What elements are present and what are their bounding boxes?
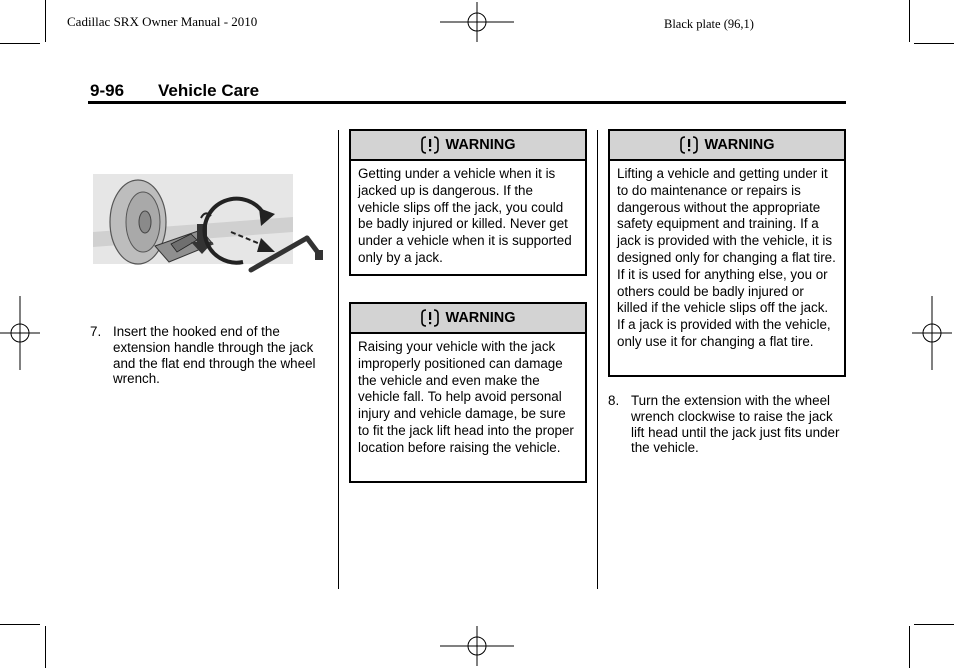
registration-mark-icon (440, 2, 514, 42)
plate-label: Black plate (96,1) (664, 17, 754, 31)
step-number: 7. (90, 324, 102, 339)
warning-title: WARNING (704, 137, 775, 153)
manual-title: Cadillac SRX Owner Manual - 2010 (67, 14, 258, 29)
warning-bracket-icon (420, 308, 440, 328)
step-text: Turn the extension with the wheel wrench clockwise to raise the jack lift head until the jack just fits under the vehicle. (631, 393, 840, 456)
warning-header (351, 131, 585, 161)
crop-mark (914, 624, 954, 625)
step-8 (608, 393, 844, 456)
section-heading (90, 81, 259, 101)
section-title: Vehicle Care (158, 81, 260, 100)
warning-text: Lifting a vehicle and getting under it to do maintenance or repairs is dangerous without the appropriate safety equipment and training. If a jack is provided with the vehicle, it is designed only for changing a flat tire. If it is used for anything else, you or others could be badly injured or killed if the vehicle slips off the jack. If a jack is provided with the vehicle, only use it for changing a flat tire. (617, 166, 836, 349)
registration-mark-icon (912, 296, 952, 370)
warning-text: Getting under a vehicle when it is jacked up is dangerous. If the vehicle slips off the jack, you could be badly injured or killed. Never get under a vehicle when it is supported only by a jack. (358, 166, 572, 265)
crop-mark (909, 0, 910, 42)
section-rule (88, 101, 846, 104)
warning-title: WARNING (445, 137, 516, 153)
registration-mark-icon (0, 296, 40, 370)
warning-header (351, 304, 585, 334)
crop-mark (0, 624, 40, 625)
warning-box (608, 129, 846, 377)
step-7 (90, 324, 330, 387)
crop-mark (45, 0, 46, 42)
warning-box (349, 302, 587, 483)
warning-bracket-icon (420, 135, 440, 155)
page-number: 9-96 (90, 81, 125, 100)
crop-mark (0, 43, 40, 44)
step-number: 8. (608, 393, 620, 408)
warning-header (610, 131, 844, 161)
warning-box (349, 129, 587, 276)
warning-bracket-icon (679, 135, 699, 155)
warning-title: WARNING (445, 310, 516, 326)
crop-mark (45, 626, 46, 668)
column-divider (597, 130, 598, 589)
step-text: Insert the hooked end of the extension handle through the jack and the flat end through the wheel wrench. (113, 324, 316, 387)
crop-mark (914, 43, 954, 44)
jack-wrench-illustration (93, 172, 327, 274)
column-divider (338, 130, 339, 589)
warning-text: Raising your vehicle with the jack improperly positioned can damage the vehicle and even make the vehicle fall. To help avoid personal injury and vehicle damage, be sure to fit the jack lift head into the proper location before raising the vehicle. (358, 339, 574, 455)
registration-mark-icon (440, 626, 514, 666)
crop-mark (909, 626, 910, 668)
